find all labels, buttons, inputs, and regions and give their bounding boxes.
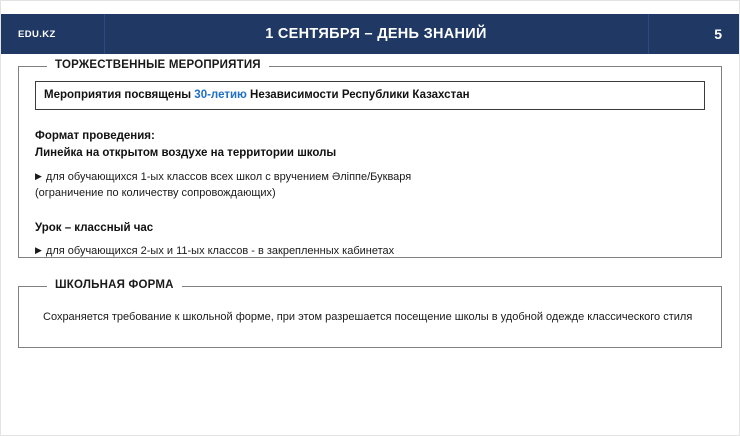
callout-highlight: 30-летию	[194, 89, 247, 101]
bullet-arrow-icon: ▶	[35, 170, 42, 181]
group-lesson	[35, 220, 705, 260]
page-number: 5	[714, 26, 722, 42]
bullet-arrow-icon: ▶	[35, 245, 42, 256]
page-title: 1 СЕНТЯБРЯ – ДЕНЬ ЗНАНИЙ	[265, 26, 487, 42]
slide-body	[18, 59, 722, 348]
header-brand-block	[0, 14, 104, 54]
callout-text-before: Мероприятия посвящены	[44, 89, 195, 101]
format-bullet-text: для обучающихся 1-ых классов всех школ с вручением Әліппе/Букваря	[45, 170, 412, 183]
format-note: (ограничение по количеству сопровождающих)	[35, 187, 276, 200]
brand-label: EDU.KZ	[18, 28, 56, 40]
footer-whitespace	[0, 402, 740, 436]
school-uniform-text: Сохраняется требование к школьной форме, при этом разрешается посещение школы в удобной одежде классического стиля	[43, 311, 693, 323]
format-subheading: Линейка на открытом воздухе на территории школы	[35, 147, 337, 160]
section-school-uniform-legend: ШКОЛЬНАЯ ФОРМА	[47, 279, 182, 291]
section-ceremonial-events-legend: ТОРЖЕСТВЕННЫЕ МЕРОПРИЯТИЯ	[47, 59, 269, 71]
anniversary-callout	[35, 81, 705, 110]
section-school-uniform	[18, 279, 722, 348]
format-bullet	[35, 169, 705, 186]
header-title-block	[104, 14, 648, 54]
slide-header	[0, 14, 740, 54]
section-ceremonial-events	[18, 59, 722, 258]
header-page-number-block	[648, 14, 740, 54]
callout-text-after: Независимости Республики Казахстан	[246, 89, 470, 101]
lesson-bullet	[35, 243, 705, 260]
lesson-heading: Урок – классный час	[35, 221, 154, 234]
group-format	[35, 128, 705, 201]
lesson-bullet-text: для обучающихся 2-ых и 11-ых классов - в закрепленных кабинетах	[45, 245, 395, 258]
format-heading: Формат проведения:	[35, 130, 155, 143]
